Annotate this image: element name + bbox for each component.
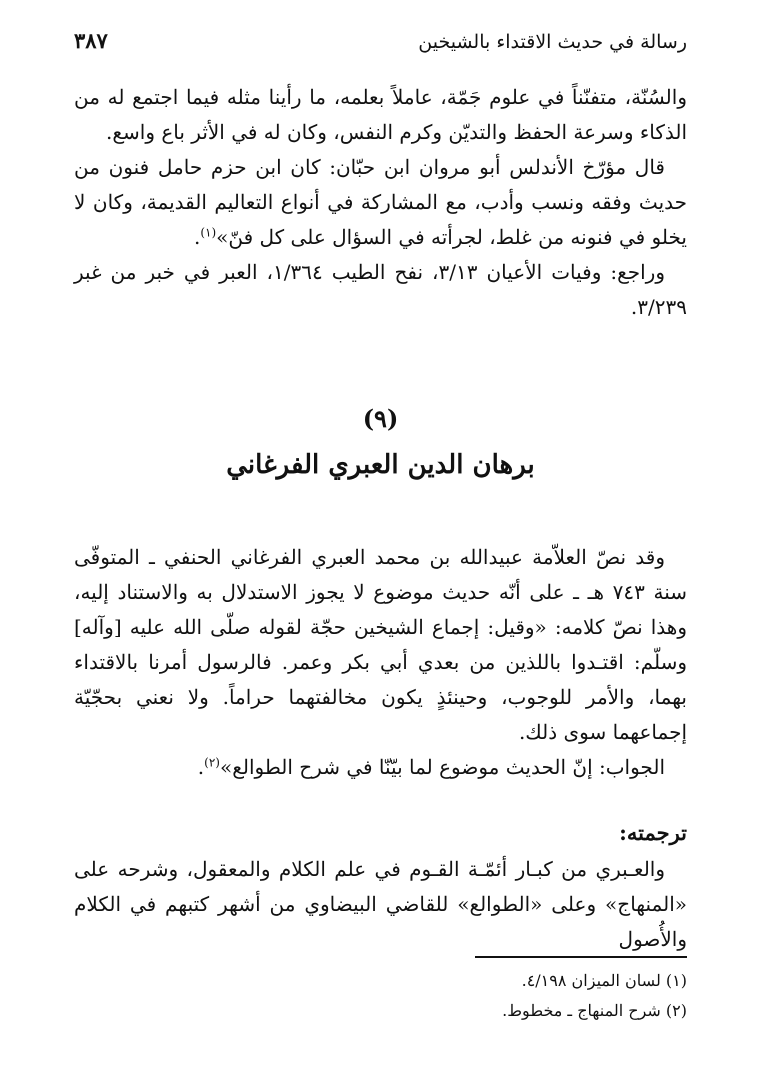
- biography-heading: ترجمته:: [619, 820, 687, 845]
- intro-paragraph-1: والسُنّة، متفنّناً في علوم جَمّة، عاملاً بعلمه، ما رأينا مثله فيما اجتمع له من الذكاء وسرعة الحفظ والتديّن وكرم النفس، وكان له في الأثر باع واسع.: [74, 85, 687, 144]
- intro-paragraph-2-text: قال مؤرّخ الأندلس أبو مروان ابن حبّان: كان ابن حزم حامل فنون من حديث وفقه ونسب وأدب، مع المشاركة في أنواع التعاليم القديمة، وكان لا يخلو في فنونه من غلط، لجرأته في السؤال على كل فنّ»: [74, 155, 687, 249]
- body-paragraph-2-end: .: [197, 755, 205, 779]
- footnote-1: (١) لسان الميزان ٤/١٩٨.: [521, 971, 687, 990]
- biography-text-block: [74, 852, 687, 957]
- body-paragraph-2-text: الجواب: إنّ الحديث موضوع لما بيّنّا في شرح الطوالع»: [219, 755, 665, 779]
- biography-paragraph: والعـبري من كبـار أئمّـة القـوم في علم الكلام والمعقول، وشرحه على «المنهاج» وعلى «الطوالع» للقاضي البيضاوي من أشهر كتبهم في الكلام والأُصول: [74, 857, 687, 951]
- footnote-ref-1: (١): [200, 225, 217, 240]
- footnotes: [74, 966, 687, 1026]
- intro-paragraph-3: وراجع: وفيات الأعيان ٣/١٣، نفح الطيب ١/٣٦٤، العبر في خبر من غبر ٣/٢٣٩.: [74, 260, 687, 319]
- footnote-2: (٢) شرح المنهاج ـ مخطوط.: [502, 1001, 687, 1020]
- running-header: [74, 28, 687, 60]
- intro-paragraph-2-end: .: [193, 225, 201, 249]
- footnote-ref-2: (٢): [204, 755, 220, 770]
- page-number: ٣٨٧: [74, 28, 108, 53]
- section-body: [74, 540, 687, 785]
- footnote-divider: [475, 956, 687, 958]
- intro-text: [74, 80, 687, 325]
- body-paragraph-1: وقد نصّ العلاّمة عبيدالله بن محمد العبري الفرغاني الحنفي ـ المتوفّى سنة ٧٤٣ هـ ـ على أنّه حديث موضوع لا يجوز الاستدلال به والاستناد إليه، وهذا نصّ كلامه: «وقيل: إجماع الشيخين حجّة لقوله صلّى الله عليه [وآله] وسلّم: اقتـدوا باللذين من بعدي أبي بكر وعمر. فالرسول أمرنا بالاقتداء بهما، والأمر للوجوب، وحينئذٍ يكون مخالفتهما حراماً. ولا نعني بحجّيّة إجماعهما سوى ذلك.: [74, 545, 687, 744]
- body-paragraph-2: [74, 750, 687, 785]
- section-number: (٩): [362, 404, 399, 433]
- running-title: رسالة في حديث الاقتداء بالشيخين: [418, 31, 687, 53]
- intro-paragraph-2: [74, 150, 687, 255]
- section-title: برهان الدين العبري الفرغاني: [226, 450, 535, 480]
